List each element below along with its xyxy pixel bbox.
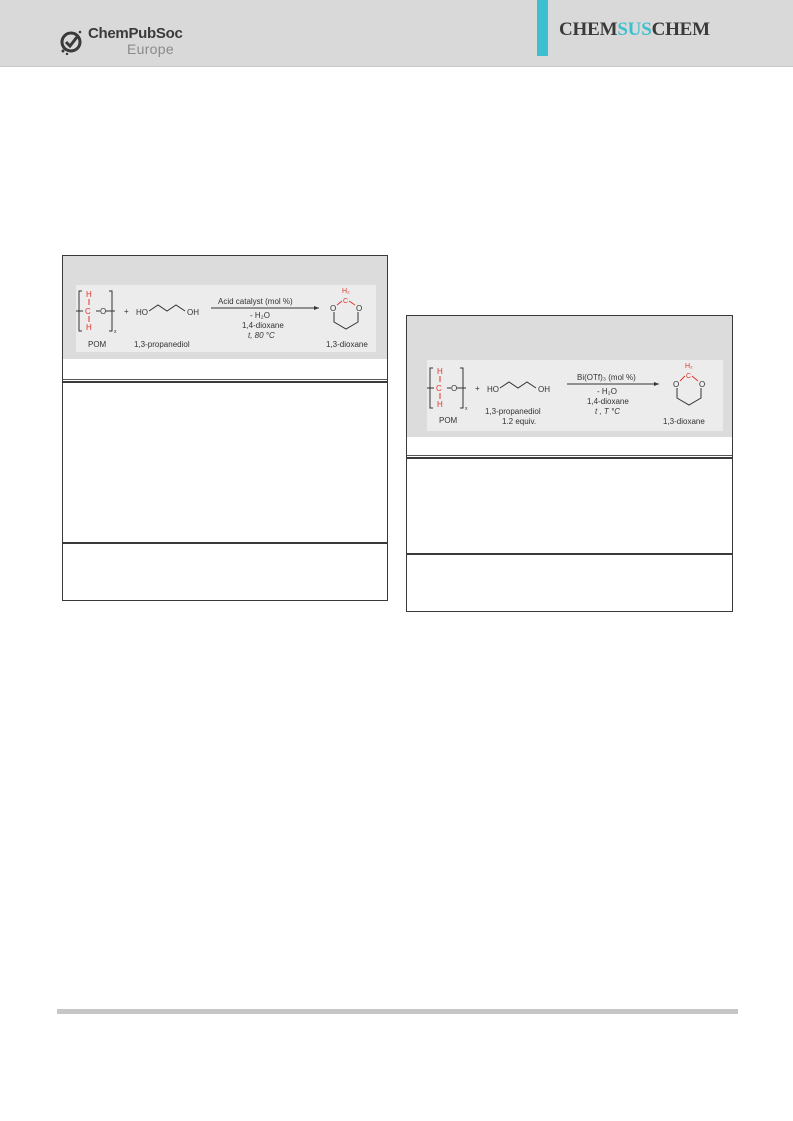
table-2-header-top-rule <box>407 455 732 456</box>
t1-diol-label: 1,3-propanediol <box>134 340 190 349</box>
t1-polymer-subscript: x <box>114 329 117 335</box>
footer-rule <box>57 1009 738 1014</box>
t2-diol-equiv: 1.2 equiv. <box>502 417 537 426</box>
table-2-scheme-drawing <box>427 360 723 431</box>
t1-diol-ho: HO <box>136 308 148 317</box>
t1-product-c: C <box>343 298 349 305</box>
t2-product-o-right: O <box>699 380 706 389</box>
t2-polymer-subscript: x <box>465 406 468 412</box>
journal-title-part1: CHEM <box>559 19 618 40</box>
t1-arrow-below-3: t, 80 °C <box>248 331 275 340</box>
t2-polymer-label: POM <box>439 416 458 425</box>
table-1-reaction-scheme <box>76 285 376 352</box>
publisher-sub: Europe <box>127 41 174 57</box>
t1-product-label: 1,3-dioxane <box>326 340 368 349</box>
publisher-logo-icon <box>60 27 84 55</box>
t2-product-h2: H₂ <box>685 363 693 370</box>
t2-diol-label: 1,3-propanediol <box>485 407 541 416</box>
t2-arrow-below-2: 1,4-dioxane <box>587 397 629 406</box>
t1-atom-o: O <box>100 307 107 316</box>
t1-arrow-above: Acid catalyst (mol %) <box>218 297 293 306</box>
t1-product-o-right: O <box>356 304 363 313</box>
t1-polymer-label: POM <box>88 340 107 349</box>
t1-plus: + <box>124 307 129 316</box>
journal-accent-bar <box>537 0 548 56</box>
t2-atom-h-bottom: H <box>437 400 443 409</box>
journal-title-part2: SUS <box>617 19 652 40</box>
t2-product-label: 1,3-dioxane <box>663 417 705 426</box>
t2-arrow-below-1: - H₂O <box>597 387 617 396</box>
t1-atom-h-bottom: H <box>86 323 92 332</box>
journal-title <box>559 19 710 41</box>
table-2-bottom-rule <box>407 553 732 555</box>
page-header <box>0 0 793 67</box>
table-1-scheme-drawing <box>76 285 376 352</box>
t2-product-o-left: O <box>673 380 680 389</box>
t2-product-c: C <box>686 373 692 380</box>
table-1-bottom-rule <box>63 542 387 544</box>
t2-diol-oh: OH <box>538 385 550 394</box>
publisher-name: ChemPubSoc <box>88 25 183 42</box>
t2-arrow-above: Bi(OTf)₃ (mol %) <box>577 373 636 382</box>
t1-arrow-below-1: - H₂O <box>250 311 270 320</box>
table-1 <box>62 255 388 601</box>
table-1-header-top-rule <box>63 379 387 380</box>
t2-plus: + <box>475 384 480 393</box>
t2-arrow-below-3: t , T °C <box>595 407 620 416</box>
t1-arrow-below-2: 1,4-dioxane <box>242 321 284 330</box>
table-2-header-rule <box>407 457 732 459</box>
t2-atom-c: C <box>436 384 442 393</box>
table-1-header-rule <box>63 381 387 383</box>
t1-atom-c: C <box>85 307 91 316</box>
t2-atom-o: O <box>451 384 458 393</box>
table-2 <box>406 315 733 612</box>
t1-product-h2: H₂ <box>342 288 350 295</box>
t1-diol-oh: OH <box>187 308 199 317</box>
t1-atom-h-top: H <box>86 290 92 299</box>
t2-diol-ho: HO <box>487 385 499 394</box>
journal-title-part3: CHEM <box>651 19 710 40</box>
publisher-logo <box>60 25 190 59</box>
t1-product-o-left: O <box>330 304 337 313</box>
table-2-reaction-scheme <box>427 360 723 431</box>
t2-atom-h-top: H <box>437 367 443 376</box>
